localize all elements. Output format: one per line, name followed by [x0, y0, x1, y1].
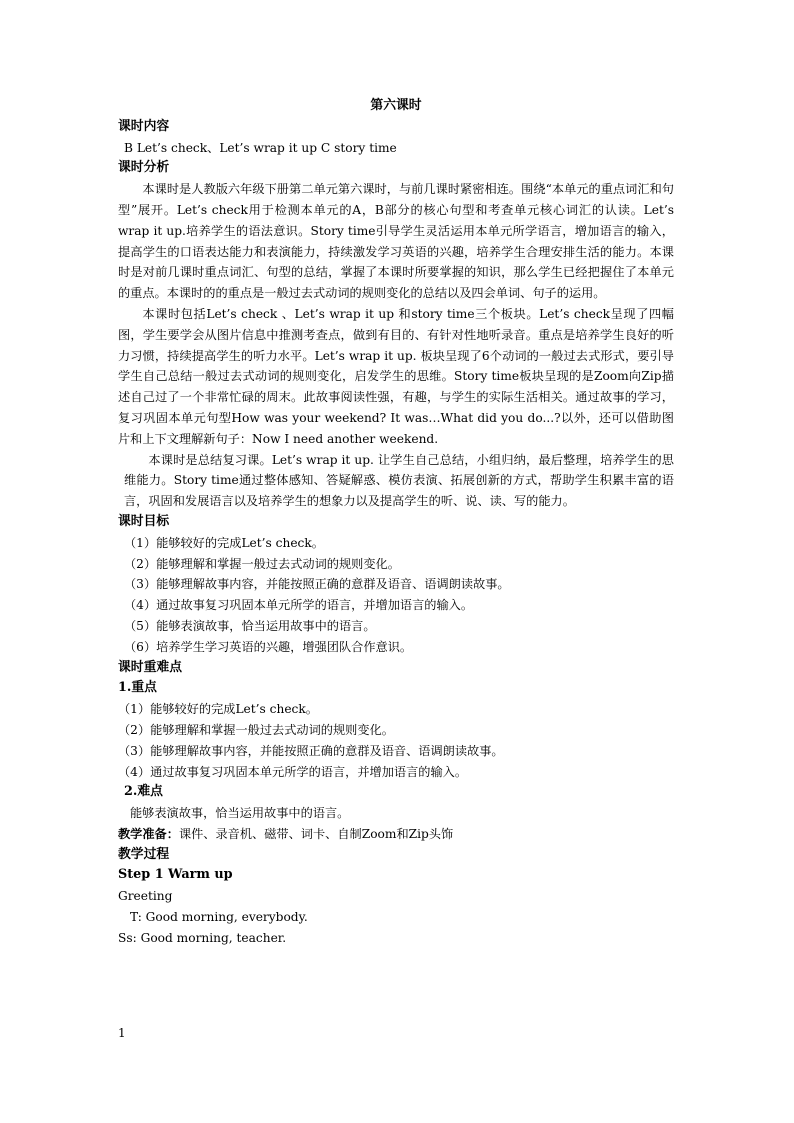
dialogue-line-teacher: T: Good morning, everybody. — [130, 910, 308, 925]
document-content — [118, 96, 674, 949]
key-point-item: （2）能够理解和掌握一般过去式动词的规则变化。 — [118, 722, 394, 737]
analysis-paragraph-1: 本课时是人教版六年级下册第二单元第六课时，与前几课时紧密相连。围绕“本单元的重点词汇和句型”展开。Let’s check用于检测本单元的A，B部分的核心句型和考查单元核心词汇的认读。Let’s wrap it up.培养学生的语法意识。Story time引导学生灵活运用本单元所学语言，增加语言的输入，提高学生的口语表达能力和表演能力，持续激发学习英语的兴趣，培养学生合理安排生活的能力。本课时是对前几课时重点词汇、句型的总结，掌握了本课时所要掌握的知识，那么学生已经把握住了本单元的重点。本课时的的重点是一般过去式动词的规则变化的总结以及四会单词、句子的运用。 — [118, 182, 674, 301]
key-points-heading: 1.重点 — [118, 680, 157, 696]
key-difficult-heading: 课时重难点 — [118, 659, 182, 675]
key-points-list — [118, 699, 674, 782]
analysis-paragraph-2: 本课时包括Let’s check 、Let’s wrap it up 和story time三个板块。Let’s check呈现了四幅图，学生要学会从图片信息中推测考查点，做到有目的、有针对性地听录音。重点是培养学生良好的听力习惯，持续提高学生的听力水平。Let’s wrap it up. 板块呈现了6个动词的一般过去式形式，要引导学生自己总结一般过去式动词的规则变化，启发学生的思维。Story time板块呈现的是Zoom向Zip描述自己过了一个非常忙碌的周末。此故事阅读性强，有趣，与学生的实际生活相关。通过故事的学习，复习巩固本单元句型How was your weekend? It was…What did you do...?以外，还可以借助图片和上下文理解新句子：Now I need another weekend. — [118, 306, 674, 446]
key-point-item: （1）能够较好的完成Let’s check。 — [118, 702, 318, 717]
lesson-objectives-heading: 课时目标 — [118, 513, 170, 529]
objective-item: （2）能够理解和掌握一般过去式动词的规则变化。 — [124, 556, 400, 571]
greeting-label: Greeting — [118, 889, 173, 904]
step-heading: Step 1 Warm up — [118, 867, 233, 883]
lesson-analysis-heading: 课时分析 — [118, 160, 170, 176]
objective-item: （5）能够表演故事，恰当运用故事中的语言。 — [124, 618, 376, 633]
objective-item: （4）通过故事复习巩固本单元所学的语言，并增加语言的输入。 — [124, 598, 474, 613]
page-number: 1 — [118, 1026, 126, 1040]
key-point-item: （3）能够理解故事内容，并能按照正确的意群及语音、语调朗读故事。 — [118, 743, 504, 758]
difficult-points-text: 能够表演故事，恰当运用故事中的语言。 — [130, 806, 350, 821]
difficult-points-heading: 2.难点 — [124, 784, 163, 800]
objective-item: （1）能够较好的完成Let’s check。 — [124, 535, 324, 550]
dialogue-line-students: Ss: Good morning, teacher. — [118, 930, 287, 945]
objectives-list — [118, 533, 674, 658]
key-point-item: （4）通过故事复习巩固本单元所学的语言，并增加语言的输入。 — [118, 764, 468, 779]
teaching-preparation-line — [118, 824, 674, 845]
teaching-process-heading: 教学过程 — [118, 846, 170, 862]
document-title: 第六课时 — [370, 98, 422, 113]
teaching-preparation-text: 课件、录音机、磁带、词卡、自制Zoom和Zip头饰 — [178, 826, 454, 841]
lesson-content-text: B Let’s check、Let’s wrap it up C story time — [124, 140, 397, 155]
lesson-content-heading: 课时内容 — [118, 118, 170, 134]
objective-item: （3）能够理解故事内容，并能按照正确的意群及语音、语调朗读故事。 — [124, 577, 510, 592]
objective-item: （6）培养学生学习英语的兴趣，增强团队合作意识。 — [124, 639, 413, 654]
teaching-preparation-label: 教学准备： — [118, 826, 179, 841]
analysis-paragraph-3: 本课时是总结复习课。Let’s wrap it up. 让学生自己总结，小组归纳，最后整理，培养学生的思维能力。Story time通过整体感知、答疑解惑、模仿表演、拓展创新的方式，帮助学生积累丰富的语言，巩固和发展语言以及培养学生的想象力以及提高学生的听、说、读、写的能力。 — [124, 452, 674, 509]
